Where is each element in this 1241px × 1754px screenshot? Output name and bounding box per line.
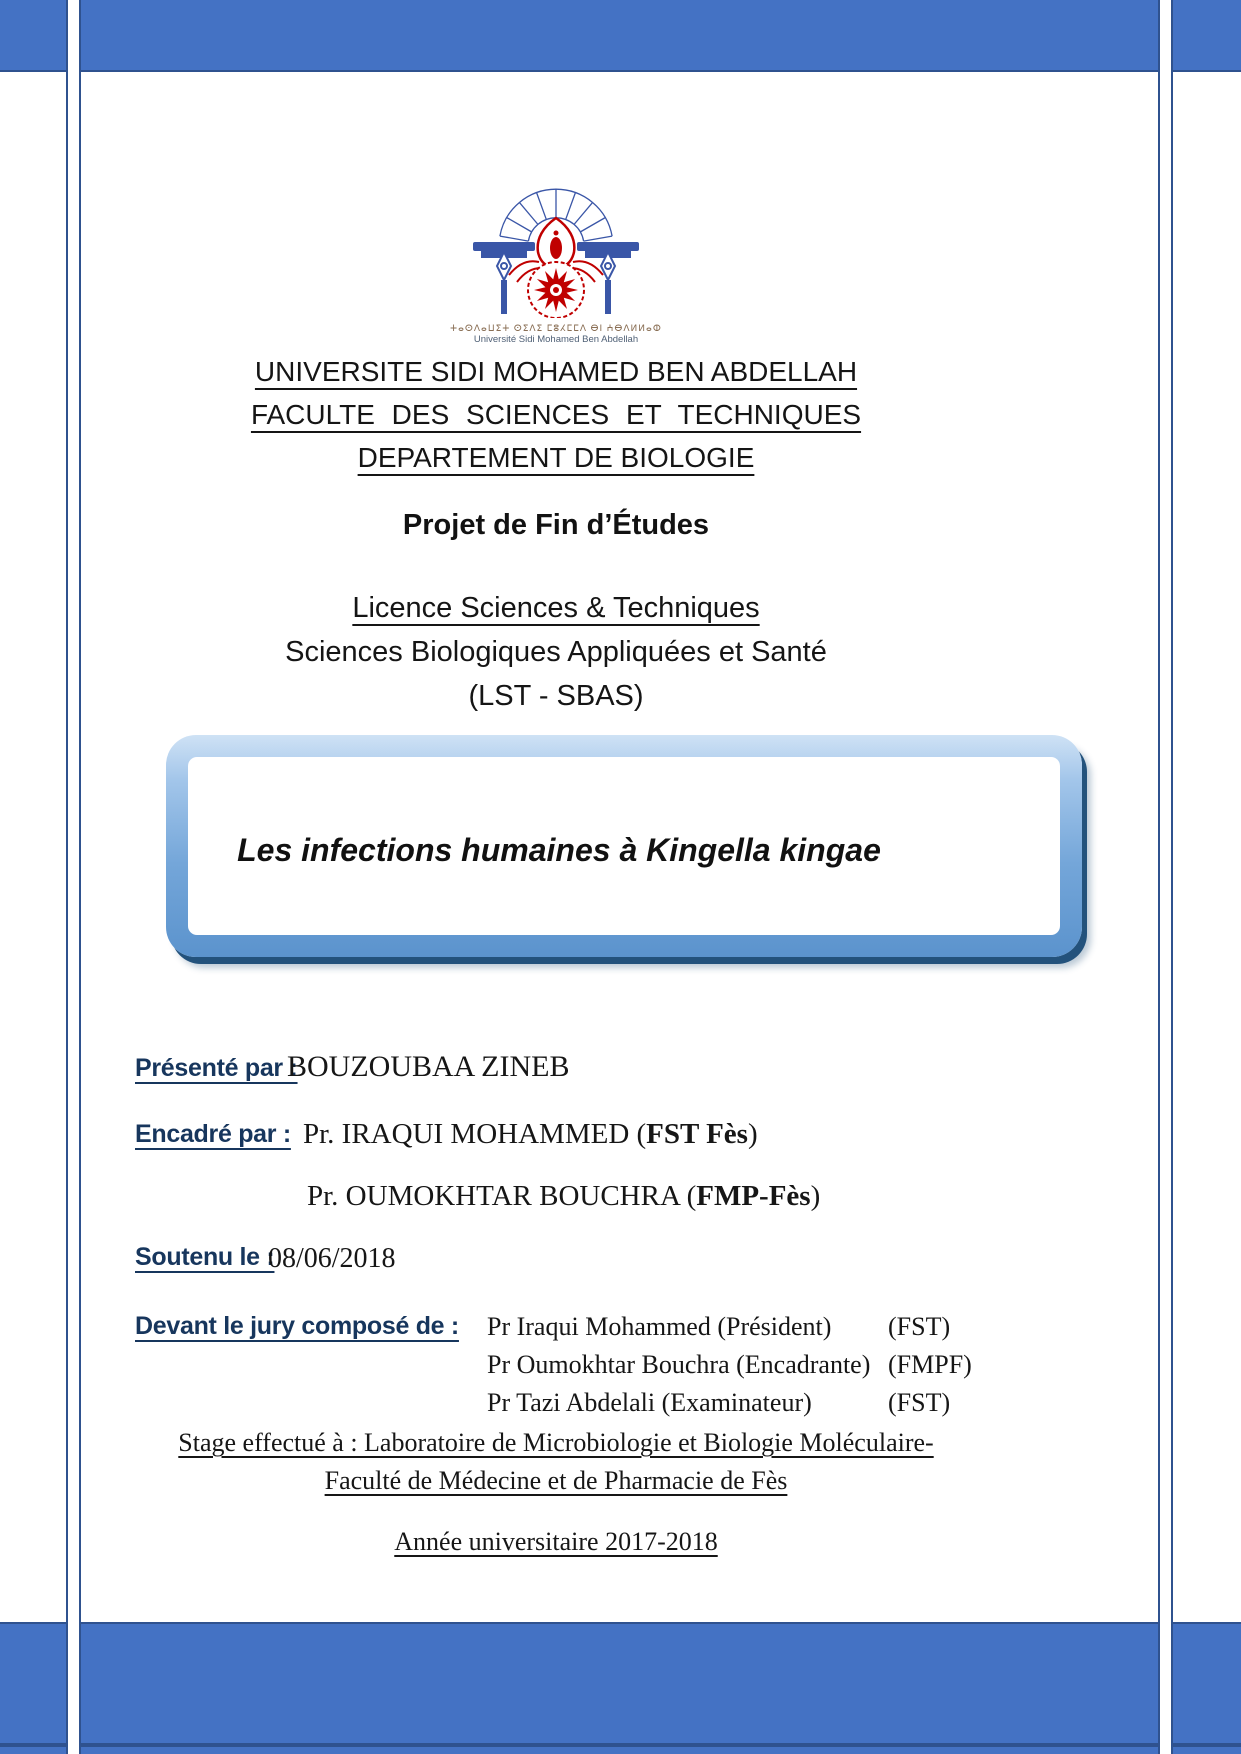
logo-caption-french: Université Sidi Mohamed Ben Abdellah <box>473 334 639 345</box>
defense-date-label: Soutenu le : <box>135 1243 275 1271</box>
university-name: UNIVERSITE SIDI MOHAMED BEN ABDELLAH <box>254 356 858 387</box>
title-box <box>166 735 1082 957</box>
degree-name: Licence Sciences & Techniques <box>352 592 760 624</box>
logo-rosette <box>528 262 584 318</box>
degree-block <box>82 586 1030 718</box>
jury-member-2-org: (FMPF) <box>888 1350 972 1379</box>
academic-year: Année universitaire 2017-2018 <box>394 1527 718 1556</box>
jury-member-1-org: (FST) <box>888 1312 951 1341</box>
jury-label: Devant le jury composé de : <box>135 1312 459 1340</box>
supervisor-1: Pr. IRAQUI MOHAMMED (FST Fès) <box>303 1118 758 1150</box>
university-logo-emblem <box>451 156 661 318</box>
supervisor-1-org: FST Fès <box>646 1118 748 1150</box>
internship-line-2: Faculté de Médecine et de Pharmacie de Fès <box>324 1466 788 1495</box>
institution-header <box>82 350 1030 479</box>
bottom-blue-band-edge <box>0 1745 1241 1754</box>
logo-red-dome <box>538 218 575 268</box>
supervisor-2-org: FMP-Fès <box>696 1180 811 1212</box>
presented-by-label: Présenté par : <box>135 1054 298 1082</box>
jury-member-3-org: (FST) <box>888 1388 951 1417</box>
defense-date: 08/06/2018 <box>268 1243 396 1274</box>
right-border-gutter <box>1158 0 1173 1754</box>
project-type: Projet de Fin d’Études <box>402 509 710 541</box>
thesis-title: Les infections humaines à Kingella kingae <box>237 831 881 868</box>
jury-member-2-name: Pr Oumokhtar Bouchra (Encadrante) <box>487 1350 871 1379</box>
left-border-gutter <box>66 0 81 1754</box>
author-name: BOUZOUBAA ZINEB <box>287 1050 570 1083</box>
supervisor-2: Pr. OUMOKHTAR BOUCHRA (FMP-Fès) <box>307 1180 821 1212</box>
internship-line-1: Stage effectué à : Laboratoire de Microbiologie et Biologie Moléculaire- <box>178 1428 934 1457</box>
jury-member-1-name: Pr Iraqui Mohammed (Président) <box>487 1312 832 1341</box>
specialty-name: Sciences Biologiques Appliquées et Santé <box>285 636 827 668</box>
department-name: DEPARTEMENT DE BIOLOGIE <box>357 442 755 473</box>
title-box-inner <box>188 757 1060 935</box>
logo-caption-arabic: ⵜⴰⵙⴷⴰⵡⵉⵜ ⵙⵉⴷⵉ ⵎⵓⵃⵎⵎⴷ ⴱⵏ ⵄⴱⴷⵍⵍⴰⵀ <box>450 323 662 333</box>
jury-member-3-name: Pr Tazi Abdelali (Examinateur) <box>487 1388 812 1417</box>
degree-abbrev: (LST - SBAS) <box>468 680 644 712</box>
supervised-by-label: Encadré par : <box>135 1120 291 1148</box>
top-blue-band <box>0 0 1241 72</box>
bottom-blue-band <box>0 1622 1241 1745</box>
university-logo <box>450 156 662 346</box>
faculty-name: FACULTE DES SCIENCES ET TECHNIQUES <box>250 399 862 430</box>
